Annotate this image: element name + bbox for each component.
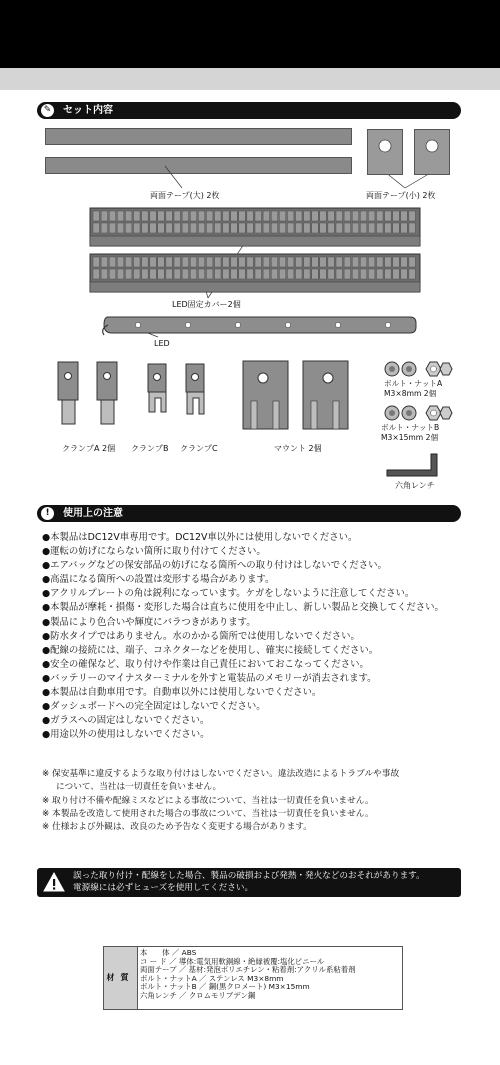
disclaimer-list: [42, 768, 482, 834]
disclaimer-item: ※ 保安基準に違反するような取り付けはしないでください。違法改造によるトラブルや事故: [42, 769, 400, 779]
note-item: ●本製品が摩耗・損傷・変形した場合は直ちに使用を中止し、新しい製品と交換してください。: [42, 602, 444, 614]
set-contents-title: セット内容: [63, 105, 113, 116]
note-item: ●バッテリーのマイナスターミナルを外すと電装品のメモリーが消去されます。: [42, 672, 377, 684]
clamp-c-image: [181, 362, 211, 428]
bolt-nut-a-image: [382, 360, 452, 378]
material-row: ボルト・ナットB ／ 鋼(黒クロメート) M3×15mm: [140, 982, 310, 992]
led-label: LED: [154, 339, 170, 348]
materials-table: [103, 946, 403, 1010]
tape-large-label: 両面テープ(大) 2枚: [150, 191, 220, 200]
mount-image: [243, 361, 353, 431]
clamp-a-image: [55, 362, 125, 428]
note-item: ●安全の確保など、取り付けや作業は自己責任においておこなってください。: [42, 658, 369, 670]
note-item: ●本製品はDC12V車専用です。DC12V車以外には使用しないでください。: [42, 532, 358, 543]
material-row: 六角レンチ ／ クロムモリブデン鋼: [140, 990, 256, 1000]
note-item: ●本製品は自動車用です。自動車以外には使用しないでください。: [42, 687, 322, 699]
bolt-nut-b-label-1: ボルト・ナットB: [381, 423, 440, 432]
note-item: ●ダッシュボードへの完全固定はしないでください。: [42, 701, 266, 713]
led-cover-image-2: [90, 254, 420, 292]
hex-wrench-image: [385, 452, 445, 478]
led-cover-image-1: [90, 208, 420, 246]
material-row: 両面テープ ／ 基材:発泡ポリエチレン・粘着剤:アクリル系粘着剤: [140, 965, 356, 975]
clamp-c-label: クランプC: [180, 444, 218, 453]
note-item: ●防水タイプではありません。水のかかる箇所では使用しないでください。: [42, 630, 360, 642]
tape-small-label: 両面テープ(小) 2枚: [366, 191, 436, 200]
warning-line-1: 誤った取り付け・配線をした場合、製品の破損および発熱・発火などのおそれがあります。: [73, 871, 425, 881]
disclaimer-item: ※ 仕様および外観は、改良のため予告なく変更する場合があります。: [42, 822, 312, 833]
note-item: ●高温になる箇所への設置は変形する場合があります。: [42, 574, 275, 586]
note-item: ●用途以外の使用はしないでください。: [42, 729, 210, 741]
disclaimer-item: ※ 取り付け不備や配線ミスなどによる事故について、当社は一切責任を負いません。: [42, 795, 374, 806]
led-cover-label: LED固定カバー2個: [172, 300, 241, 309]
note-item: ●アクリルプレートの角は鋭利になっています。ケガをしないように注意してください。: [42, 588, 415, 600]
bolt-nut-b-label-2: M3×15mm 2個: [381, 433, 439, 442]
material-row: 本 体 ／ ABS: [140, 948, 197, 957]
disclaimer-item: ※ 本製品を改造して使用された場合の事故について、当社は一切責任を負いません。: [42, 808, 374, 819]
material-row: コ ー ド ／ 導体:電気用軟銅線・絶縁被覆:塩化ビニール: [140, 956, 325, 966]
wrench-icon: ✎: [41, 104, 54, 117]
bolt-nut-a-label-1: ボルト・ナットA: [384, 379, 443, 388]
usage-notes-title: 使用上の注意: [63, 508, 123, 519]
mount-label: マウント 2個: [274, 444, 322, 453]
clamp-b-label: クランプB: [131, 444, 169, 453]
clamp-b-image: [143, 362, 173, 428]
note-item: ●エアバッグなどの保安部品の妨げになる箇所への取り付けはしないでください。: [42, 560, 387, 572]
clamp-a-label: クランプA 2個: [62, 444, 116, 453]
disclaimer-item: について、当社は一切責任を負いません。: [56, 782, 222, 793]
warning-triangle-icon: [43, 872, 65, 892]
hex-wrench-label: 六角レンチ: [395, 481, 435, 490]
note-item: ●製品により色合いや輝度にバラつきがあります。: [42, 616, 256, 628]
note-item: ●配線の接続には、端子、コネクターなどを使用し、確実に接続してください。: [42, 644, 379, 656]
warning-line-2: 電源線には必ずヒューズを使用してください。: [73, 882, 254, 893]
material-row: ボルト・ナットA ／ ステンレス M3×8mm: [140, 973, 284, 983]
note-item: ●ガラスへの固定はしないでください。: [42, 715, 210, 727]
bolt-nut-a-label-2: M3×8mm 2個: [384, 389, 437, 398]
led-strip-image: [100, 313, 420, 337]
materials-header: 材質: [104, 947, 138, 1009]
bolt-nut-b-image: [382, 404, 452, 422]
note-item: ●運転の妨げにならない箇所に取り付けてください。: [42, 546, 266, 558]
usage-notes-list: [42, 531, 472, 742]
usage-notes-header: [37, 505, 461, 522]
warning-box: [37, 868, 461, 897]
exclamation-icon: !: [41, 507, 54, 520]
